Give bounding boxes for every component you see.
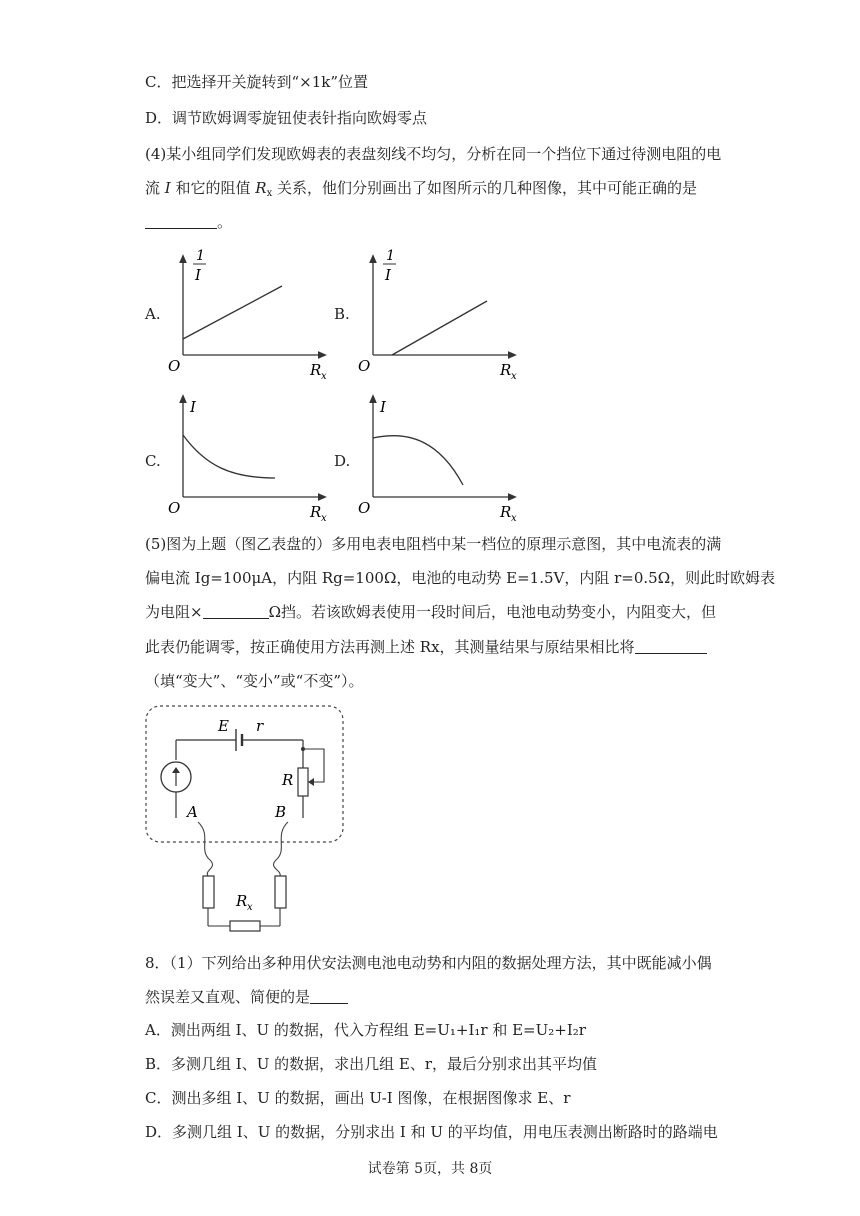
x-label: R [310,361,322,379]
graph-curve [183,435,275,478]
q5-line2: 偏电流 Ig=100μA，内阻 Rg=100Ω，电池的电动势 E=1.5V，内阻 r=0.5Ω，则此时欧姆表 [145,569,776,587]
label-r: r [256,717,264,735]
origin-label: O [358,499,371,517]
answer-blank[interactable] [145,214,217,229]
label-A: A [187,803,198,821]
q5-line3: 为电阻× Ω挡。若该欧姆表使用一段时间后，电池电动势变小，内阻变大，但 [145,603,717,621]
probe-b [275,876,286,908]
x-label: R [500,361,512,379]
graph-b-label: B. [334,305,350,323]
graph-c [160,390,340,525]
graph-c-label: C. [145,452,161,470]
origin-label: O [168,499,181,517]
q5-line1: (5)图为上题（图乙表盘的）多用电表电阻档中某一档位的原理示意图，其中电流表的满 [145,535,722,553]
q4-line2: 流 I 和它的阻值 $R_x$ 关系，他们分别画出了如图所示的几种图像，其中可能正确的是 [145,179,697,199]
answer-blank[interactable] [310,989,348,1004]
q8-option-d: D．多测几组 I、U 的数据，分别求出 I 和 U 的平均值，用电压表测出断路时的路端电 [145,1123,718,1141]
graph-b [350,238,530,383]
label-R: R [282,771,294,789]
q4-line3: 。 [145,212,232,232]
label-E: E [218,717,229,735]
graph-a [160,238,340,383]
q8-line1: 8．（1）下列给出多种用伏安法测电池电动势和内阻的数据处理方法，其中既能减小偶 [145,954,712,972]
q8-option-a: A．测出两组 I、U 的数据，代入方程组 E=U₁+I₁r 和 E=U₂+I₂r [145,1021,586,1039]
test-lead-b [274,822,288,876]
q5-line5: （填“变大”、“变小”或“不变”）。 [145,672,364,690]
answer-blank[interactable] [635,639,707,654]
y-label-den: I [385,266,391,284]
x-label: R [500,503,512,521]
answer-blank[interactable] [203,604,269,619]
graph-curve [373,436,463,485]
rheostat [298,768,308,796]
q4-line1: (4)某小组同学们发现欧姆表的表盘刻线不均匀，分析在同一个挡位下通过待测电阻的电 [145,145,722,163]
x-label: R [310,503,322,521]
svg-text:x: x [321,371,327,382]
graph-d-label: D. [334,452,351,470]
origin-label: O [358,357,371,375]
label-Rx: R [236,892,248,910]
test-lead-a [198,822,213,876]
y-label-den: I [195,266,201,284]
option-c: C．把选择开关旋转到“×1k”位置 [145,73,369,91]
svg-text:x: x [247,902,253,913]
y-label: I [380,398,386,416]
q5-line4: 此表仍能调零，按正确使用方法再测上述 Rx，其测量结果与原结果相比将 [145,637,707,657]
page-footer: 试卷第 5页，共 8页 [367,1161,493,1177]
svg-text:x: x [511,513,517,524]
y-label-num: 1 [196,248,205,264]
q8-line2: 然误差又直观、简便的是 [145,987,348,1007]
graph-a-label: A. [145,305,161,323]
svg-text:x: x [511,371,517,382]
graph-curve [183,286,282,339]
graph-d [350,390,530,525]
svg-text:x: x [321,513,327,524]
circuit-diagram [140,700,350,945]
q8-option-c: C．测出多组 I、U 的数据，画出 U-I 图像，在根据图像求 E、r [145,1089,571,1107]
y-label-num: 1 [386,248,395,264]
probe-a [203,876,214,908]
resistor-rx [230,921,260,931]
q8-option-b: B．多测几组 I、U 的数据，求出几组 E、r，最后分别求出其平均值 [145,1055,598,1073]
label-B: B [275,803,287,821]
option-d: D．调节欧姆调零旋钮使表针指向欧姆零点 [145,109,428,127]
graph-curve [392,301,487,355]
y-label: I [190,398,196,416]
origin-label: O [168,357,181,375]
